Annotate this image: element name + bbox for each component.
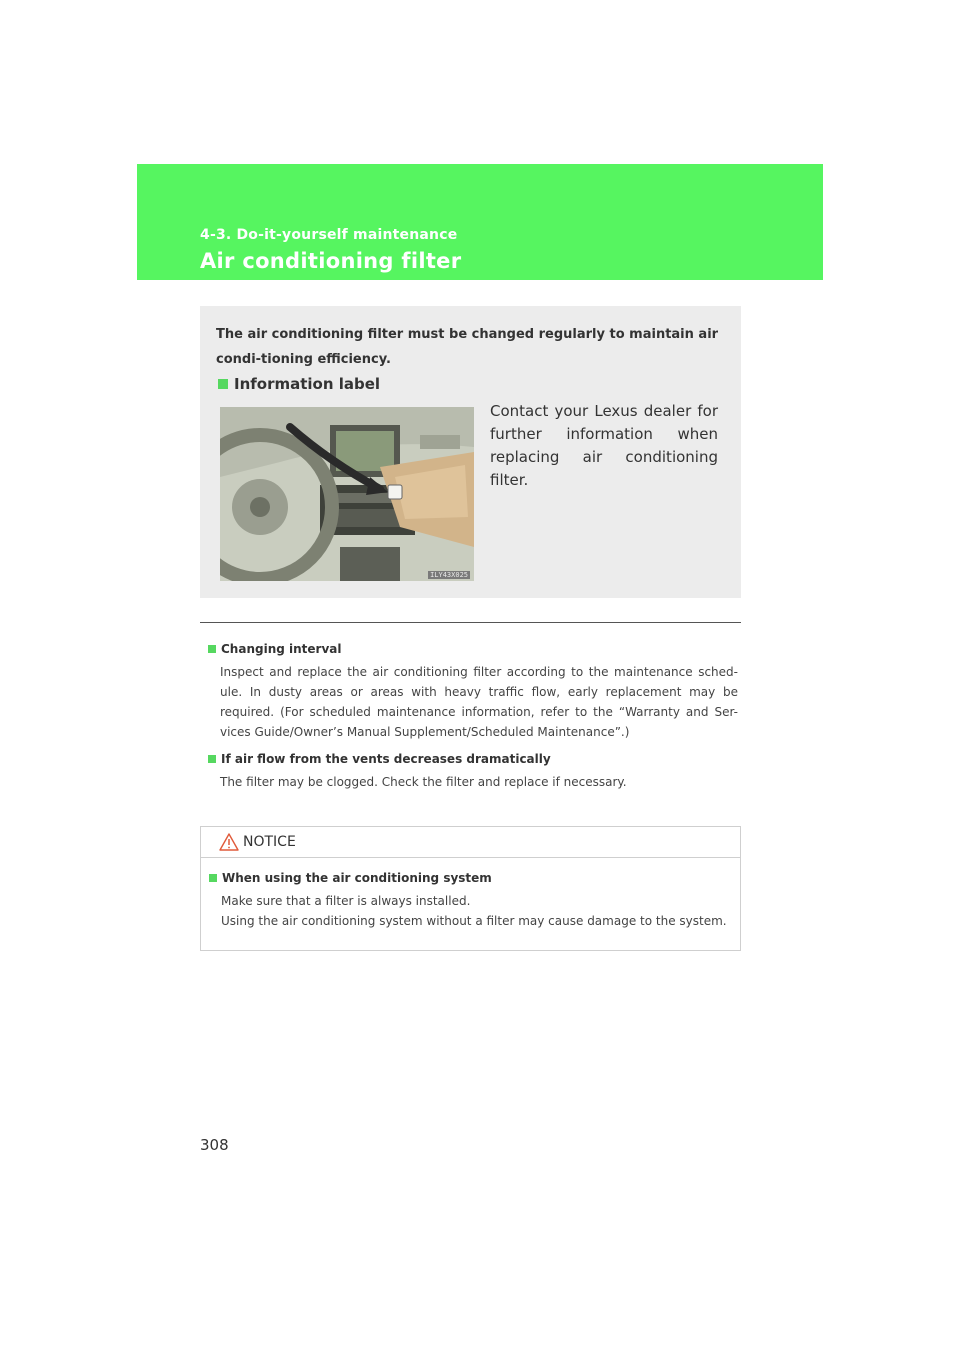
intro-text: The air conditioning filter must be changed regularly to maintain air condi-tioning efficiency. [216,327,719,367]
page-title: Air conditioning filter [200,249,462,273]
notice-box [200,826,741,951]
notice-label: NOTICE [243,834,296,850]
divider [200,622,741,623]
square-bullet-icon [208,645,216,653]
note-body: Inspect and replace the air conditioning filter according to the maintenance sched-ule. In dusty areas or areas with heavy traffic flow, early replacement may be required. (For scheduled maintenance information, refer to the “Warranty and Ser-vices Guide/Owner’s Manual Supplement/Scheduled Maintenance”.) [220,665,738,739]
page-number: 308 [200,1136,229,1154]
notice-title-text: When using the air conditioning system [222,871,492,885]
notice-content [209,871,733,931]
notice-line-1: Make sure that a filter is always installed. [221,894,471,908]
note-air-flow [208,752,738,792]
note-title [208,752,738,766]
subheading-text: Information label [234,375,381,393]
notice-line-2: Using the air conditioning system without a filter may cause damage to the system. [221,914,727,928]
note-body: The filter may be clogged. Check the filter and replace if necessary. [220,775,627,789]
warning-triangle-icon [219,833,239,851]
image-code: ILY43X025 [430,571,468,579]
subheading-information-label [218,375,380,393]
square-bullet-icon [208,755,216,763]
notice-title [209,871,733,885]
square-bullet-icon [209,874,217,882]
note-title-text: If air flow from the vents decreases dramatically [221,752,551,766]
notice-header [201,827,740,858]
note-changing-interval [208,642,738,742]
dashboard-illustration [220,407,474,581]
information-label-text: Contact your Lexus dealer for further information when replacing air conditioning filter. [490,402,718,489]
info-panel [200,306,741,598]
note-title-text: Changing interval [221,642,342,656]
dashboard-drawing [220,407,474,581]
note-title [208,642,738,656]
notice-body [221,891,733,931]
square-bullet-icon [218,379,228,389]
section-label: 4-3. Do-it-yourself maintenance [200,227,458,243]
